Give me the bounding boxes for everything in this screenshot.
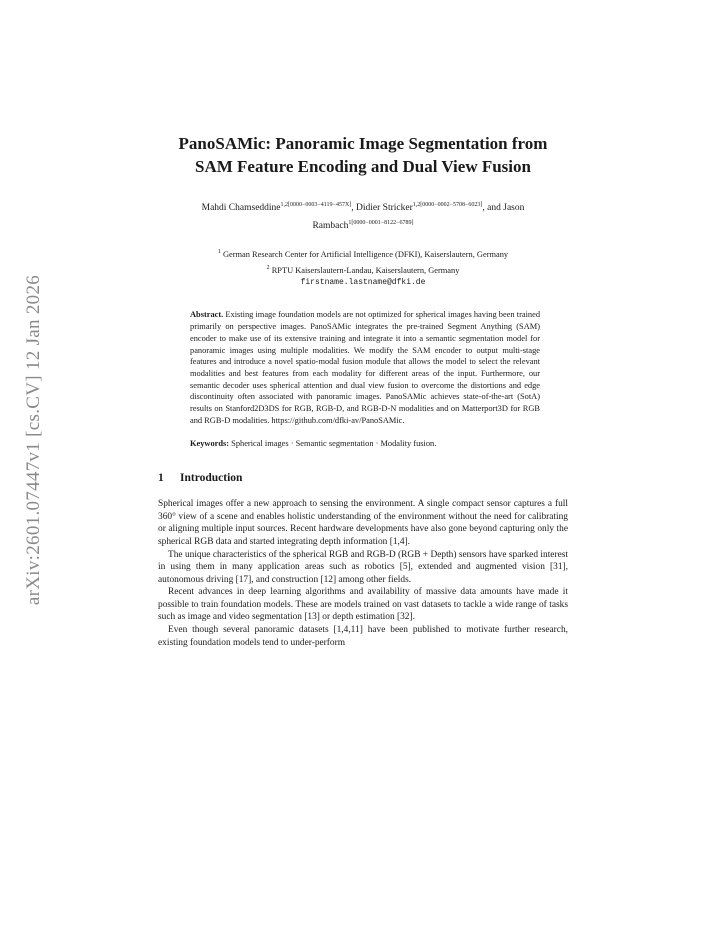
paragraph: Spherical images offer a new approach to sensing the environment. A single compact sensor captures a full 360° view of a scene and enables holistic understanding of the environment without the need for calibrating or aligning multiple input sources. Recent hardware developments have also gone beyond capturing only the spherical RGB data and started integrating depth information [1,4]. xyxy=(158,499,568,547)
affiliation-2 xyxy=(158,262,568,277)
affiliation-text: RPTU Kaiserslautern-Landau, Kaiserslautern, Germany xyxy=(271,265,460,275)
paragraph: Recent advances in deep learning algorithms and availability of massive data amounts have made it possible to train foundation models. These are models trained on vast datasets to tackle a wide range of tasks such as image and video segmentation [13] or depth estimation [32]. xyxy=(158,587,568,623)
paragraph: The unique characteristics of the spherical RGB and RGB-D (RGB + Depth) sensors have sparked interest in using them in many application areas such as robotics [5], extended and augmented vision [31], autonomous driving [17], and construction [12] among other fields. xyxy=(158,549,568,585)
arxiv-sidebar xyxy=(20,260,48,620)
paper-title xyxy=(158,132,568,178)
keywords-label: Keywords: xyxy=(190,439,230,449)
author-name: , Didier Stricker xyxy=(351,203,413,214)
arxiv-identifier: arXiv:2601.07447v1 [cs.CV] 12 Jan 2026 xyxy=(23,274,44,606)
paper-page xyxy=(158,132,568,649)
affiliations xyxy=(158,246,568,289)
abstract-text: Existing image foundation models are not optimized for spherical images having been trained primarily on perspective images. PanoSAMic integrates the pre-trained Segment Anything (SAM) encoder to make use of its extensive training and integrate it into a semantic segmentation model for panoramic images using multiple modalities. We modify the SAM encoder to output multi-stage features and introduce a novel spatio-modal fusion module that allows the model to select the relevant modalities and best features from each modality for different areas of the input. Furthermore, our semantic decoder uses spherical attention and dual view fusion to overcome the distortions and edge discontinuity often associated with panoramic images. PanoSAMic achieves state-of-the-art (SotA) results on Stanford2D3DS for RGB, RGB-D, and RGB-D-N modalities and on Matterport3D for RGB and RGB-D modalities. https://github.com/dfki-av/PanoSAMic. xyxy=(190,310,541,425)
section-body xyxy=(158,498,568,649)
keywords xyxy=(190,438,540,450)
paragraph: Even though several panoramic datasets [1,4,11] have been published to motivate further research, existing foundation models tend to under-perform xyxy=(158,625,568,648)
affiliation-marker: 2 xyxy=(266,264,270,271)
author-affiliation-orcid: 1,2[0000−0002−5708−6023] xyxy=(412,202,483,208)
affiliation-text: German Research Center for Artificial Intelligence (DFKI), Kaiserslautern, Germany xyxy=(222,250,509,260)
title-line-1: PanoSAMic: Panoramic Image Segmentation from xyxy=(178,134,548,153)
author-name: , and Jason Rambach xyxy=(312,203,525,232)
title-line-2: SAM Feature Encoding and Dual View Fusion xyxy=(195,157,531,176)
section-number: 1 xyxy=(158,472,164,485)
affiliation-marker: 1 xyxy=(217,249,221,256)
author-affiliation-orcid: 1,2[0000−0003−4119−457X] xyxy=(280,202,352,208)
abstract-label: Abstract. xyxy=(190,310,224,320)
author-name: Mahdi Chamseddine xyxy=(201,203,281,214)
affiliation-1 xyxy=(158,246,568,261)
section-title: Introduction xyxy=(180,472,243,485)
section-heading xyxy=(158,472,568,484)
keywords-text: Spherical images · Semantic segmentation · Modality fusion. xyxy=(231,439,437,449)
abstract xyxy=(190,309,540,426)
author-affiliation-orcid: 1[0000−0001−8122−6789] xyxy=(348,220,414,227)
contact-email: firstname.lastname@dfki.de xyxy=(300,277,426,287)
author-list xyxy=(158,198,568,234)
